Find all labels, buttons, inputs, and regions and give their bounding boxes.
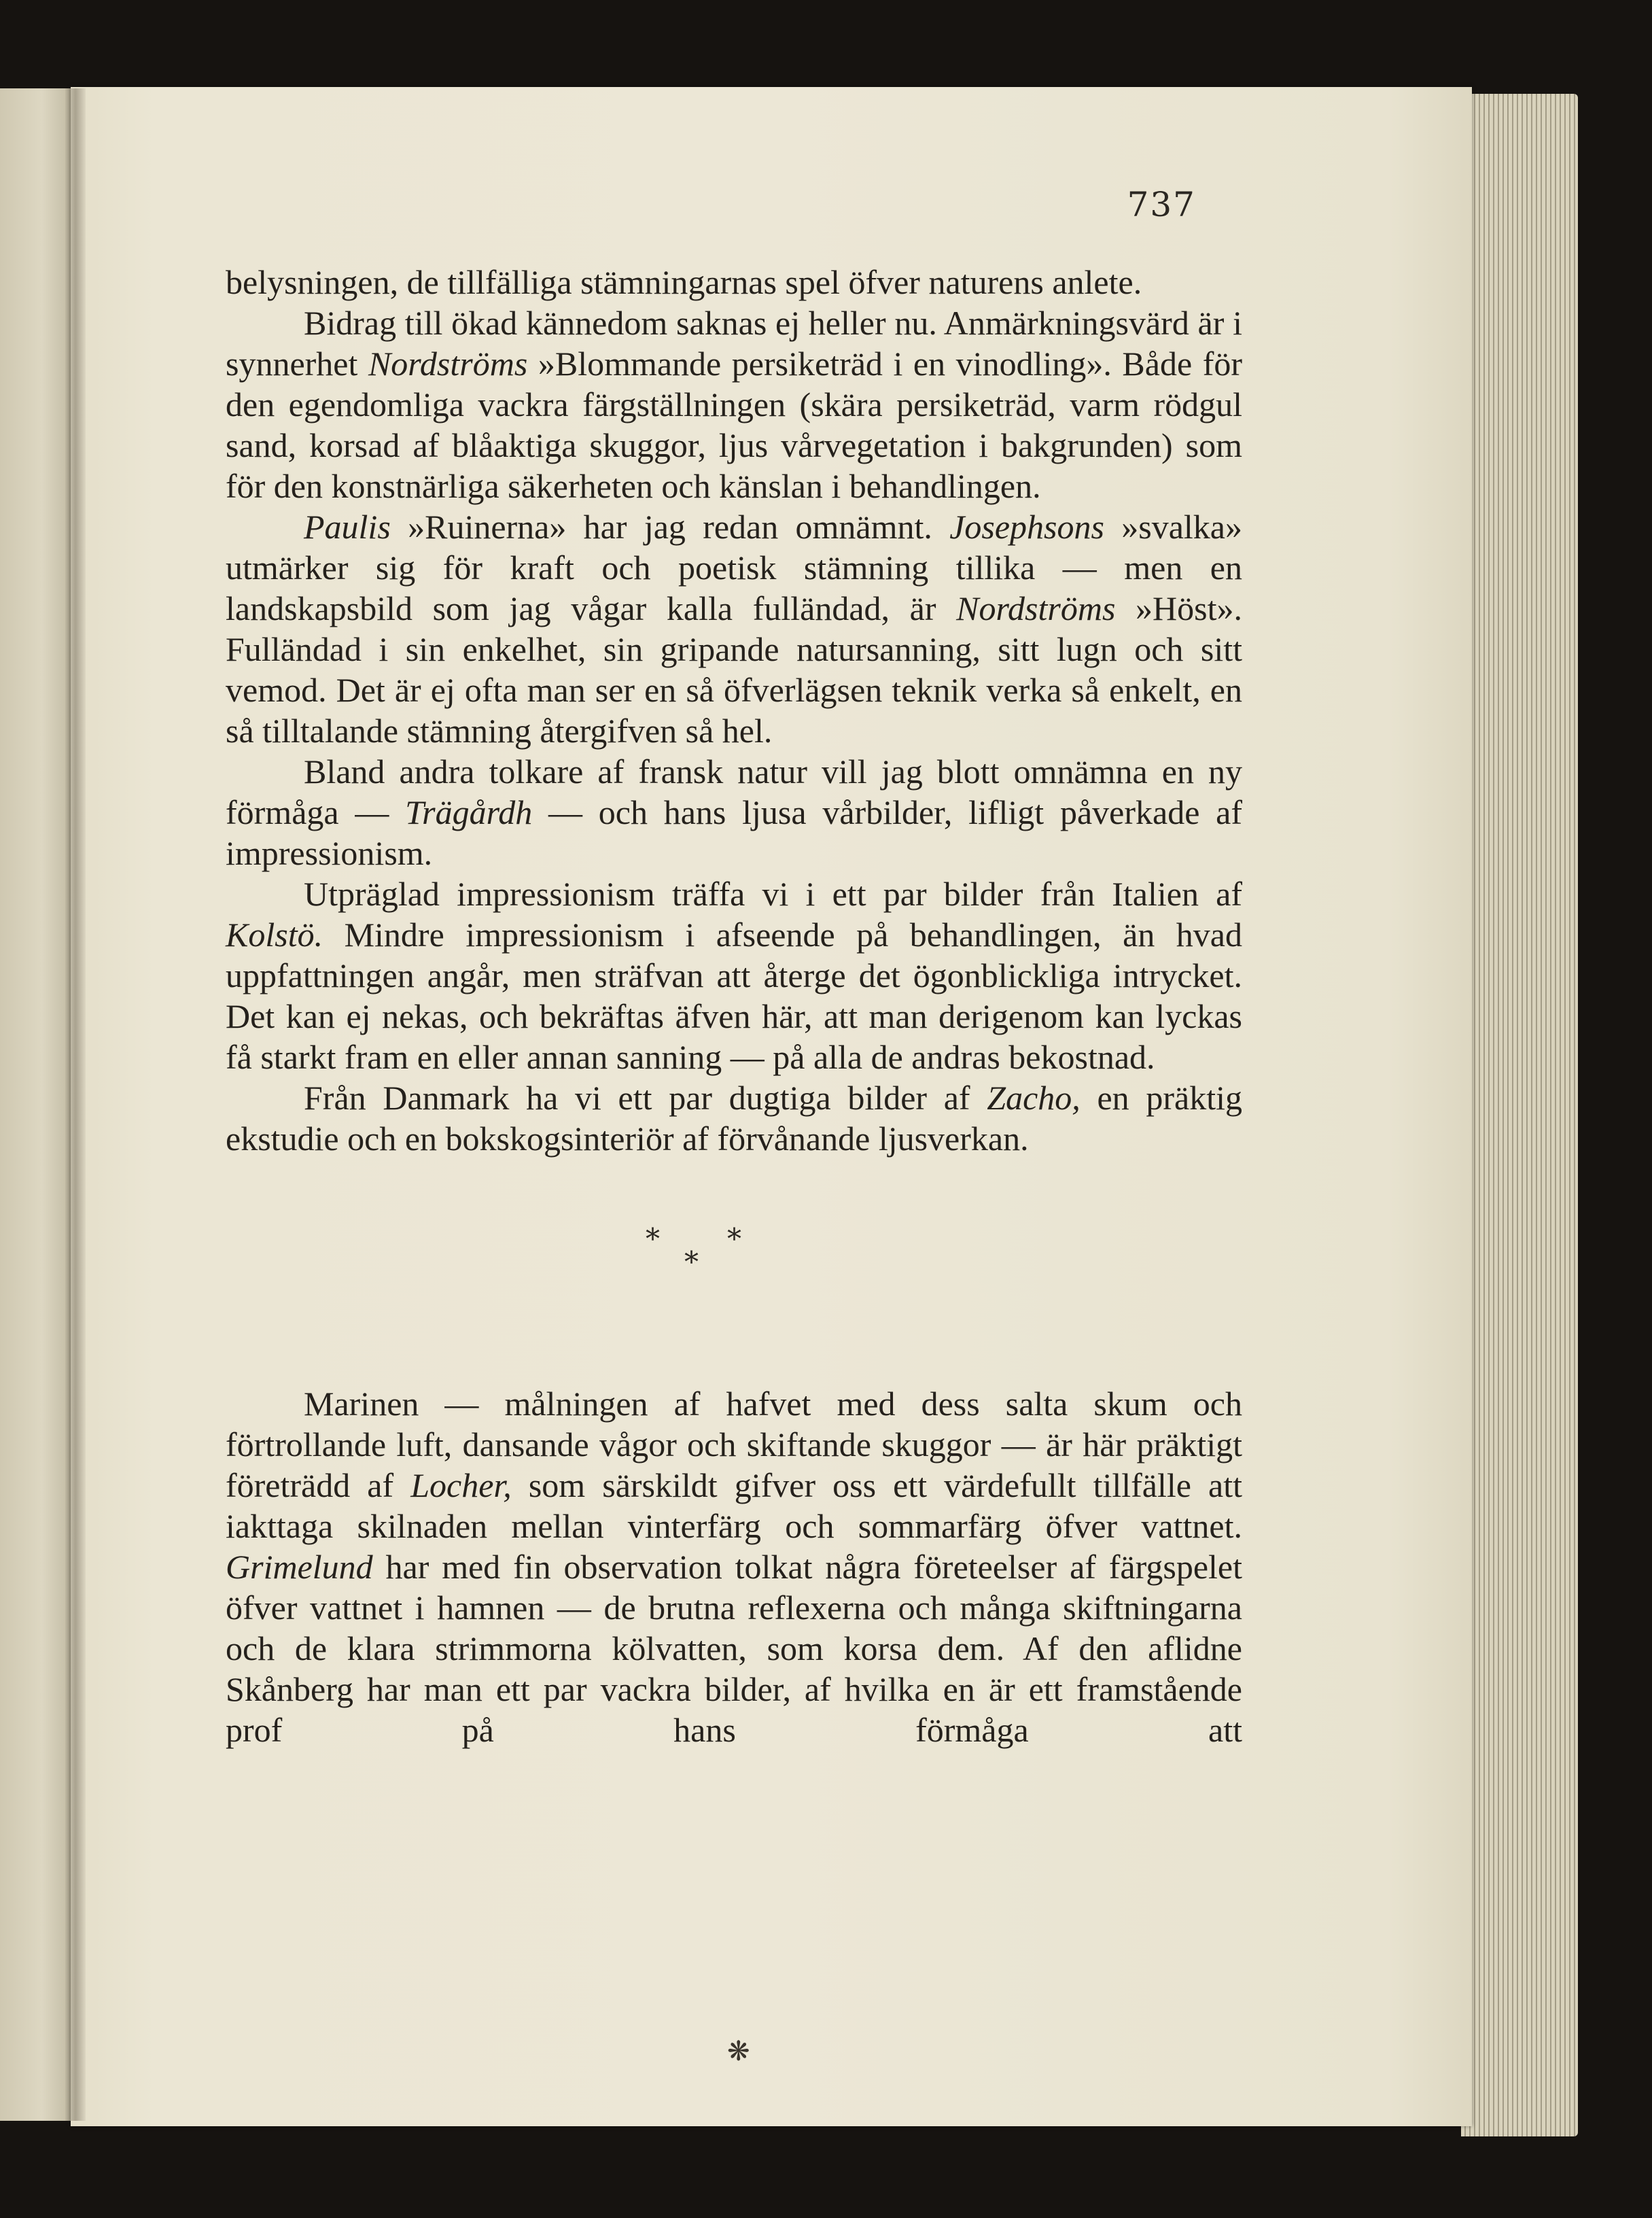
asterism-star: * bbox=[646, 1222, 660, 1255]
artist-name: Nordströms bbox=[956, 589, 1116, 627]
text-run: har med fin observation tolkat några företeelser af färgspelet öfver vattnet i hamnen — de brutna reflexerna och många skiftningarna och de klara strimmorna kölvatten, som korsa dem. Af den aflidne Skånberg har man ett par vackra bilder, af hvilka en är ett framstående prof på hans förmåga att bbox=[226, 1548, 1242, 1749]
artist-name: Kolstö. bbox=[226, 916, 323, 954]
page-text bbox=[226, 262, 1242, 1750]
text-run: som särskildt gifver oss ett värdefullt tillfälle att iakttaga skilnaden mellan vinterfärg och sommarfärg öfver vattnet. bbox=[226, 1466, 1243, 1545]
section-break bbox=[226, 1159, 1242, 1383]
paragraph-5 bbox=[226, 873, 1242, 1077]
text-run: belysningen, de tillfälliga stämningarnas spel öfver naturens anlete. bbox=[226, 263, 1142, 301]
asterism-star: * bbox=[727, 1222, 741, 1255]
printer-ornament-icon: ❋ bbox=[727, 2036, 750, 2067]
text-run: Marinen — målningen af hafvet med dess salta skum och förtrollande luft, dansande vågor och skiftande skuggor — är här präktigt företrädd af bbox=[226, 1385, 1242, 1504]
paragraph-4 bbox=[226, 751, 1242, 873]
text-run: Mindre impressionism i afseende på behandlingen, än hvad uppfattningen angår, men sträfvan att återge det ögonblickliga intrycket. Det kan ej nekas, och bekräftas äfven här, att man derigenom kan lyckas få starkt fram en eller annan sanning — på alla de andras bekostnad. bbox=[226, 916, 1242, 1076]
paragraph-6 bbox=[226, 1077, 1242, 1159]
text-run: Utpräglad impressionism träffa vi i ett par bilder från Italien af bbox=[304, 875, 1242, 913]
text-run: Från Danmark ha vi ett par dugtiga bilder af bbox=[304, 1079, 987, 1117]
artist-name: Locher, bbox=[410, 1466, 512, 1504]
paragraph-2 bbox=[226, 302, 1242, 506]
artist-name: Josephsons bbox=[949, 508, 1104, 546]
text-run: en präktig ekstudie och en bokskogsinteriör af förvånande ljusverkan. bbox=[226, 1079, 1242, 1158]
text-run: »svalka» utmärker sig för kraft och poetisk stämning tillika — men en landskapsbild som jag vågar kalla fulländad, är bbox=[226, 508, 1243, 627]
text-run: »Ruinerna» har jag redan omnämnt. bbox=[390, 508, 950, 546]
paragraph-7 bbox=[226, 1383, 1242, 1750]
text-run: Bidrag till ökad kännedom saknas ej heller nu. Anmärkningsvärd är i synnerhet bbox=[226, 304, 1242, 383]
artist-name: Nordströms bbox=[368, 345, 528, 383]
book-gutter bbox=[65, 88, 86, 2121]
artist-name: Grimelund bbox=[226, 1548, 373, 1586]
text-run: »Höst». Fulländad i sin enkelhet, sin gripande natursanning, sitt lugn och sitt vemod. Det är ej ofta man ser en så öfverlägsen teknik verka så enkelt, en så tilltalande stämning återgifven så hel. bbox=[226, 589, 1242, 750]
artist-name: Paulis bbox=[304, 508, 391, 546]
artist-name: Trägårdh bbox=[405, 793, 533, 831]
paragraph-3 bbox=[226, 506, 1242, 751]
artist-name: Zacho, bbox=[987, 1079, 1080, 1117]
text-run: »Blommande persiketräd i en vinodling». Både för den egendomliga vackra färgställningen (skära persiketräd, varm rödgul sand, korsad af blåaktiga skuggor, ljus vårvegetation i bakgrunden) som för den konstnärliga säkerheten och känslan i behandlingen. bbox=[226, 345, 1242, 505]
asterism-star: * bbox=[684, 1245, 699, 1279]
text-run: Bland andra tolkare af fransk natur vill jag blott omnämna en ny förmåga — bbox=[226, 752, 1242, 831]
page-number: 737 bbox=[1127, 185, 1196, 224]
page-edges-stack bbox=[1461, 94, 1578, 2136]
text-run: — och hans ljusa vårbilder, lifligt påverkade af impressionism. bbox=[226, 793, 1242, 872]
paragraph-1 bbox=[226, 262, 1242, 302]
